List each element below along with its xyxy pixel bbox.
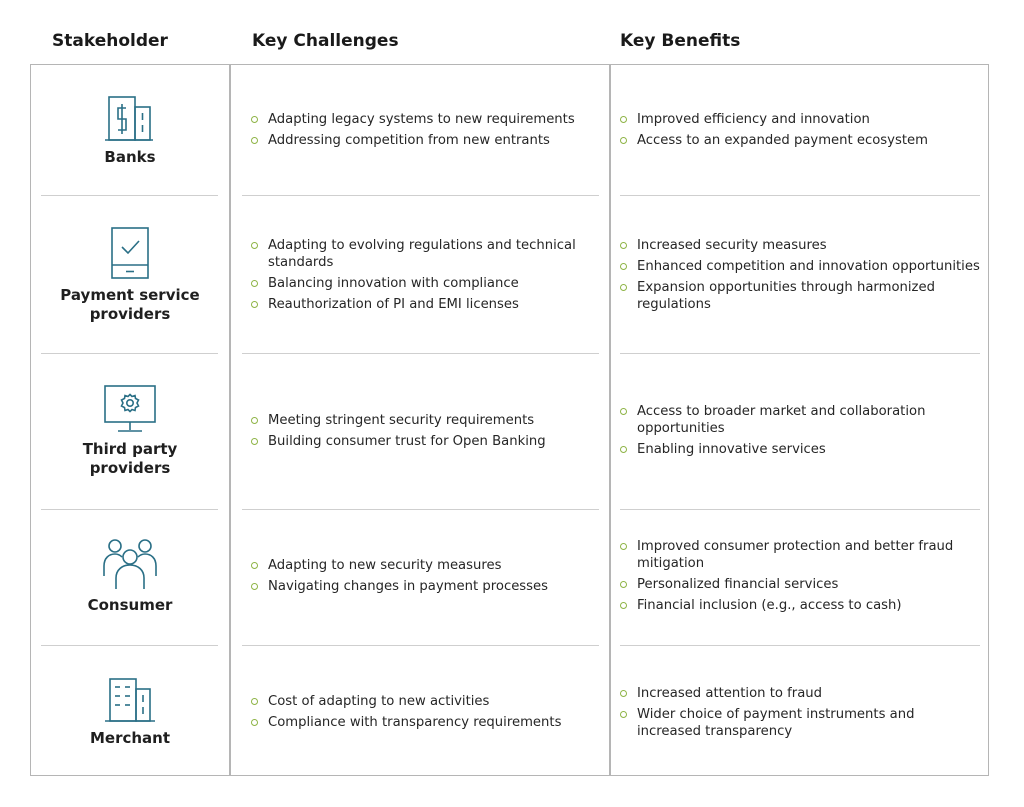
- benefits-cell: [617, 368, 981, 493]
- benefits-cell: [617, 210, 981, 340]
- benefits-list: [617, 111, 928, 149]
- challenges-cell: [248, 368, 593, 493]
- benefit-item: Access to an expanded payment ecosystem: [617, 132, 928, 149]
- challenge-item: Adapting to new security measures: [248, 557, 548, 574]
- stakeholder-name: Payment service providers: [60, 286, 200, 323]
- challenge-item: Adapting to evolving regulations and technical standards: [248, 237, 593, 271]
- header-key-benefits: Key Benefits: [620, 31, 741, 51]
- challenge-item: Meeting stringent security requirements: [248, 412, 546, 429]
- challenges-cell: [248, 80, 593, 180]
- benefit-item: Enhanced competition and innovation opportunities: [617, 258, 981, 275]
- benefit-item: Access to broader market and collaboration opportunities: [617, 403, 981, 437]
- stakeholder-cell: [41, 80, 219, 180]
- table-row-consumer: [0, 522, 1024, 630]
- row-separator: [620, 509, 980, 510]
- challenge-item: Navigating changes in payment processes: [248, 578, 548, 595]
- row-separator: [242, 353, 599, 354]
- stakeholder-name: Banks: [104, 147, 156, 166]
- people-group-icon: [102, 538, 158, 590]
- benefits-list: [617, 538, 981, 614]
- challenge-item: Building consumer trust for Open Banking: [248, 433, 546, 450]
- table-row-merchant: [0, 662, 1024, 762]
- benefits-list: [617, 403, 981, 458]
- benefits-list: [617, 237, 981, 313]
- row-separator: [242, 509, 599, 510]
- stakeholder-name: Third party providers: [82, 439, 178, 477]
- benefit-item: Increased security measures: [617, 237, 981, 254]
- stakeholder-name: Consumer: [87, 595, 173, 614]
- tablet-checkmark-icon: [110, 226, 150, 280]
- benefit-item: Personalized financial services: [617, 576, 981, 593]
- challenge-item: Adapting legacy systems to new requirements: [248, 111, 575, 128]
- benefits-list: [617, 685, 981, 740]
- row-separator: [41, 353, 218, 354]
- benefit-item: Increased attention to fraud: [617, 685, 981, 702]
- challenges-list: [248, 693, 561, 731]
- challenges-cell: [248, 522, 593, 630]
- row-separator: [41, 195, 218, 196]
- stakeholder-cell: [41, 662, 219, 762]
- header-stakeholder: Stakeholder: [52, 31, 168, 51]
- challenge-item: Cost of adapting to new activities: [248, 693, 561, 710]
- challenges-list: [248, 412, 546, 450]
- row-separator: [242, 195, 599, 196]
- stakeholder-cell: [41, 522, 219, 630]
- benefits-cell: [617, 662, 981, 762]
- stakeholder-cell: [41, 368, 219, 493]
- table-row-third-party-providers: [0, 368, 1024, 493]
- stakeholder-cell: [41, 210, 219, 340]
- challenges-list: [248, 111, 575, 149]
- header-key-challenges: Key Challenges: [252, 31, 399, 51]
- benefits-cell: [617, 522, 981, 630]
- benefit-item: Financial inclusion (e.g., access to cash): [617, 597, 981, 614]
- benefit-item: Improved efficiency and innovation: [617, 111, 928, 128]
- row-separator: [620, 195, 980, 196]
- row-separator: [242, 645, 599, 646]
- challenge-item: Addressing competition from new entrants: [248, 132, 575, 149]
- bank-building-dollar-icon: [105, 94, 155, 142]
- row-separator: [41, 509, 218, 510]
- challenges-cell: [248, 662, 593, 762]
- table-row-payment-service-providers: [0, 210, 1024, 340]
- challenges-list: [248, 557, 548, 595]
- stakeholder-name: Merchant: [89, 728, 171, 747]
- challenge-item: Compliance with transparency requirements: [248, 714, 561, 731]
- benefit-item: Expansion opportunities through harmonized regulations: [617, 279, 981, 313]
- benefit-item: Enabling innovative services: [617, 441, 981, 458]
- benefit-item: Improved consumer protection and better fraud mitigation: [617, 538, 981, 572]
- challenges-cell: [248, 210, 593, 340]
- challenge-item: Balancing innovation with compliance: [248, 275, 593, 292]
- challenge-item: Reauthorization of PI and EMI licenses: [248, 296, 593, 313]
- monitor-gear-icon: [102, 384, 158, 434]
- row-separator: [620, 353, 980, 354]
- benefits-cell: [617, 80, 981, 180]
- challenges-list: [248, 237, 593, 313]
- benefit-item: Wider choice of payment instruments and increased transparency: [617, 706, 981, 740]
- row-separator: [41, 645, 218, 646]
- store-building-icon: [105, 677, 155, 723]
- table-row-banks: [0, 80, 1024, 180]
- row-separator: [620, 645, 980, 646]
